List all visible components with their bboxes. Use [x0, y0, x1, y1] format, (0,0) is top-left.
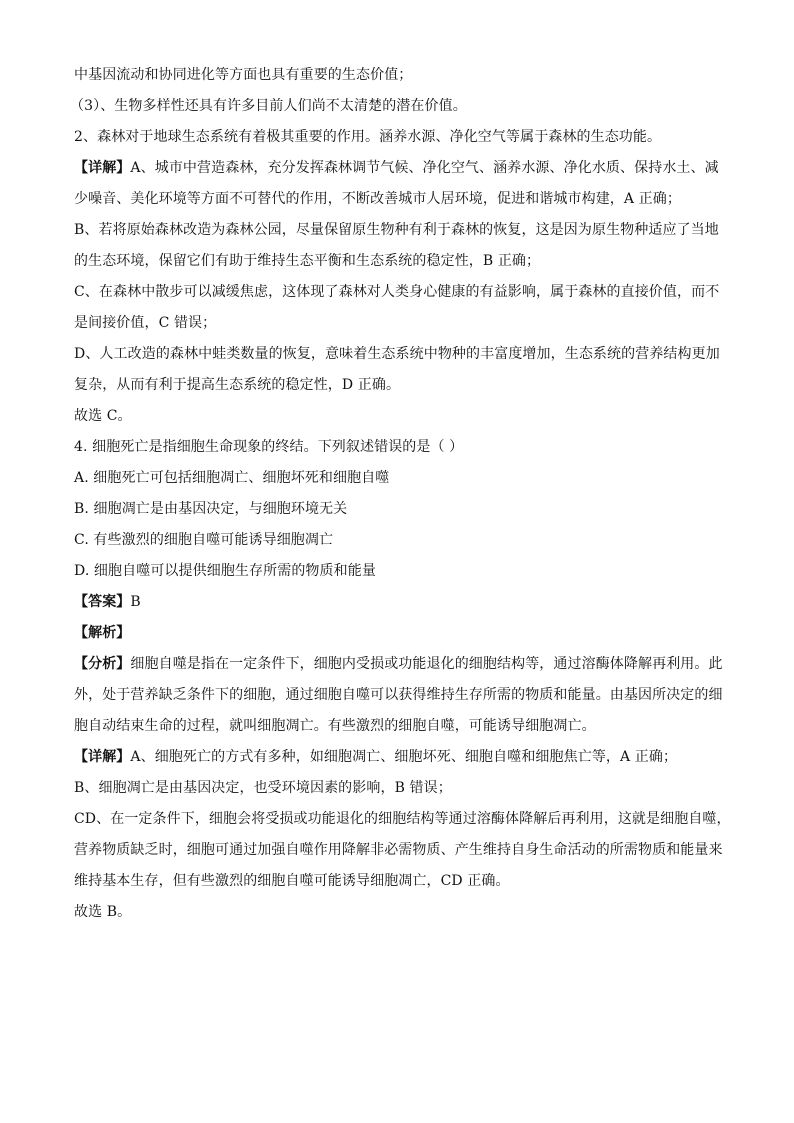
section-tag: 【解析】 [74, 625, 131, 641]
section-tag: 【分析】 [74, 656, 131, 672]
section-tag: 【答案】 [74, 594, 131, 610]
line-text: 维持基本生存，但有些激烈的细胞自噬可能诱导细胞凋亡，CD 正确。 [74, 873, 510, 889]
text-line [74, 281, 724, 312]
line-text: CD、在一定条件下，细胞会将受损或功能退化的细胞结构等通过溶酶体降解后再利用，这就是细胞自噬， [74, 811, 731, 827]
text-line [74, 839, 724, 870]
line-text: D. 细胞自噬可以提供细胞生存所需的物质和能量 [74, 563, 376, 579]
line-text: 故选 B。 [74, 904, 132, 920]
text-line [74, 653, 724, 684]
line-text: （3）、生物多样性还具有许多目前人们尚不太清楚的潜在价值。 [70, 98, 467, 114]
line-text: 胞自动结束生命的过程，就叫细胞凋亡。有些激烈的细胞自噬，可能诱导细胞凋亡。 [74, 718, 596, 734]
line-text: C、在森林中散步可以减缓焦虑，这体现了森林对人类身心健康的有益影响，属于森林的直接价值，而不 [74, 284, 720, 300]
section-tag: 【详解】 [74, 160, 131, 176]
line-text: 外，处于营养缺乏条件下的细胞，通过细胞自噬可以获得维持生存所需的物质和能量。由基因所决定的细 [74, 687, 723, 703]
line-text: 复杂，从而有利于提高生态系统的稳定性，D 正确。 [74, 377, 401, 393]
line-text: B、若将原始森林改造为森林公园，尽量保留原生物种有利于森林的恢复，这是因为原生物种适应了当地 [74, 222, 719, 238]
text-line [74, 157, 724, 188]
line-text: B、细胞凋亡是由基因决定，也受环境因素的影响，B 错误； [74, 780, 452, 796]
question-stem [74, 436, 724, 467]
text-line [74, 405, 724, 436]
option-b [74, 498, 724, 529]
text-line [70, 95, 724, 126]
text-line [74, 715, 724, 746]
text-line [74, 343, 724, 374]
line-text: A、细胞死亡的方式有多种，如细胞凋亡、细胞坏死、细胞自噬和细胞焦亡等，A 正确； [130, 749, 678, 765]
line-text: 4. 细胞死亡是指细胞生命现象的终结。下列叙述错误的是（ ） [74, 439, 464, 455]
line-text: B. 细胞凋亡是由基因决定，与细胞环境无关 [74, 501, 348, 517]
option-d [74, 560, 724, 591]
line-text: A、城市中营造森林，充分发挥森林调节气候、净化空气、涵养水源、净化水质、保持水土、减 [130, 160, 719, 176]
line-text: 营养物质缺乏时，细胞可通过加强自噬作用降解非必需物质、产生维持自身生命活动的所需物质和能量来 [74, 842, 723, 858]
line-text: 的生态环境，保留它们有助于维持生态平衡和生态系统的稳定性，B 正确； [74, 253, 541, 269]
line-text: 故选 C。 [74, 408, 132, 424]
text-line [74, 250, 724, 281]
line-text: 是间接价值，C 错误； [74, 315, 217, 331]
text-line [74, 312, 724, 343]
line-text: 细胞自噬是指在一定条件下，细胞内受损或功能退化的细胞结构等，通过溶酶体降解再利用。此 [130, 656, 723, 672]
line-text: 少噪音、美化环境等方面不可替代的作用，不断改善城市人居环境，促进和谐城市构建，A 正确； [74, 191, 681, 207]
text-line [74, 219, 724, 250]
text-line [74, 188, 724, 219]
line-text: 2、森林对于地球生态系统有着极其重要的作用。涵养水源、净化空气等属于森林的生态功能。 [74, 129, 662, 145]
analysis-heading [74, 622, 724, 653]
line-text: D、人工改造的森林中蛙类数量的恢复，意味着生态系统中物种的丰富度增加，生态系统的营养结构更加 [74, 346, 720, 362]
text-line [74, 901, 724, 932]
text-line [74, 870, 724, 901]
answer-line [74, 591, 724, 622]
text-line [74, 64, 724, 95]
document-body [70, 64, 731, 932]
line-text: C. 有些激烈的细胞自噬可能诱导细胞凋亡 [74, 532, 334, 548]
line-text: A. 细胞死亡可包括细胞凋亡、细胞坏死和细胞自噬 [74, 470, 390, 486]
section-tag: 【详解】 [74, 749, 131, 765]
option-a [74, 467, 724, 498]
text-line [74, 684, 724, 715]
text-line [74, 746, 724, 777]
text-line [74, 374, 724, 405]
text-line [74, 808, 731, 839]
line-text: B [130, 594, 141, 610]
text-line [74, 126, 724, 157]
text-line [74, 777, 724, 808]
option-c [74, 529, 724, 560]
line-text: 中基因流动和协同进化等方面也具有重要的生态价值； [74, 67, 413, 83]
